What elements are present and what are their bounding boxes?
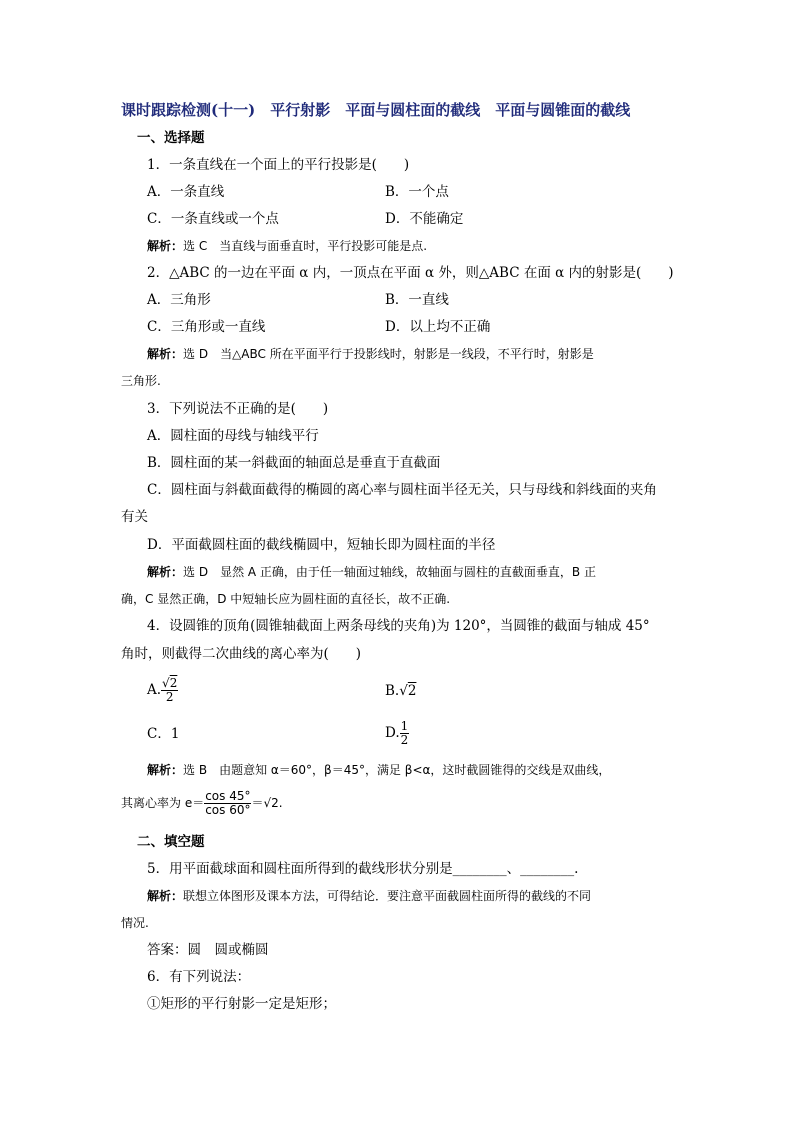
solution-text: 其离心率为 e＝ bbox=[121, 796, 205, 810]
question-3-option-b: B．圆柱面的某一斜截面的轴面总是垂直于直截面 bbox=[147, 455, 441, 471]
question-3-stem: 3．下列说法不正确的是( ) bbox=[147, 401, 329, 417]
solution-label: 解析： bbox=[147, 763, 184, 777]
option-label: D. bbox=[385, 725, 400, 741]
page-title: 课时跟踪检测(十一) 平行射影 平面与圆柱面的截线 平面与圆锥面的截线 bbox=[121, 101, 631, 119]
radicand: 2 bbox=[407, 683, 417, 699]
solution-label: 解析： bbox=[147, 239, 184, 253]
question-1-option-a: A．一条直线 bbox=[147, 184, 225, 200]
fraction-numerator: cos 45° bbox=[205, 789, 251, 803]
question-1-stem: 1．一条直线在一个面上的平行投影是( ) bbox=[147, 157, 410, 173]
question-4-stem: 4．设圆锥的顶角(圆锥轴截面上两条母线的夹角)为 120°，当圆锥的截面与轴成 45° bbox=[147, 618, 650, 634]
radicand: 2 bbox=[169, 676, 178, 690]
fraction bbox=[400, 720, 410, 747]
question-1-option-d: D．不能确定 bbox=[385, 211, 464, 227]
option-label: A. bbox=[147, 682, 162, 698]
solution-text: 联想立体图形及课本方法，可得结论．要注意平面截圆柱面所得的截线的不同 bbox=[183, 889, 592, 903]
question-2-option-b: B．一直线 bbox=[385, 292, 449, 308]
question-2-option-d: D．以上均不正确 bbox=[385, 319, 491, 335]
question-4-stem-cont: 角时，则截得二次曲线的离心率为( ) bbox=[121, 646, 362, 662]
question-3-option-d: D．平面截圆柱面的截线椭圆中，短轴长即为圆柱面的半径 bbox=[147, 537, 496, 553]
option-label: B. bbox=[385, 683, 400, 699]
fraction-denominator: 2 bbox=[165, 690, 174, 704]
fraction-denominator: cos 60° bbox=[205, 803, 251, 817]
question-2-stem: 2．△ABC 的一边在平面 α 内，一顶点在平面 α 外，则△ABC 在面 α 内的射影是( ) bbox=[147, 265, 674, 281]
section-heading-fill: 二、填空题 bbox=[137, 834, 205, 850]
question-5-solution-cont: 情况. bbox=[121, 916, 149, 930]
section-heading-choice: 一、选择题 bbox=[137, 130, 205, 146]
question-5-solution bbox=[147, 887, 591, 905]
solution-text: 选 D 当△ABC 所在平面平行于投影线时，射影是一线段，不平行时，射影是 bbox=[183, 347, 594, 361]
question-2-option-a: A．三角形 bbox=[147, 292, 211, 308]
fraction-numerator: 1 bbox=[400, 719, 409, 733]
fraction bbox=[204, 790, 251, 817]
question-4-option-b bbox=[385, 682, 416, 700]
question-6-stem: 6．有下列说法： bbox=[147, 969, 251, 985]
question-2-solution bbox=[147, 345, 594, 363]
question-4-option-c: C．1 bbox=[147, 726, 180, 742]
solution-label: 解析： bbox=[147, 565, 184, 579]
question-3-option-c-cont: 有关 bbox=[121, 509, 148, 525]
question-3-solution bbox=[147, 563, 596, 581]
question-3-option-c: C．圆柱面与斜截面截得的椭圆的离心率与圆柱面半径无关，只与母线和斜线面的夹角 bbox=[147, 482, 657, 498]
question-6-item-1: ①矩形的平行射影一定是矩形； bbox=[147, 996, 336, 1012]
question-1-option-b: B．一个点 bbox=[385, 184, 449, 200]
solution-label: 解析： bbox=[147, 889, 184, 903]
question-4-solution-cont bbox=[121, 786, 283, 820]
question-2-option-c: C．三角形或一直线 bbox=[147, 319, 266, 335]
question-4-option-d bbox=[385, 715, 409, 751]
question-4-option-a bbox=[147, 672, 178, 708]
solution-text: 选 C 当直线与面垂直时，平行投影可能是点. bbox=[183, 239, 428, 253]
question-5-answer: 答案：圆 圆或椭圆 bbox=[147, 942, 269, 958]
fraction-denominator: 2 bbox=[400, 733, 409, 747]
solution-text: 选 D 显然 A 正确，由于任一轴面过轴线，故轴面与圆柱的直截面垂直，B 正 bbox=[183, 565, 596, 579]
solution-text: 选 B 由题意知 α＝60°，β＝45°，满足 β<α，这时截圆锥得的交线是双曲线， bbox=[183, 763, 611, 777]
question-3-option-a: A．圆柱面的母线与轴线平行 bbox=[147, 428, 319, 444]
fraction-numerator: √2 bbox=[162, 676, 178, 690]
question-5-stem: 5．用平面截球面和圆柱面所得到的截线形状分别是________、________. bbox=[147, 861, 579, 877]
solution-text: ＝√2. bbox=[251, 796, 283, 810]
sqrt-symbol: √ bbox=[399, 683, 408, 699]
question-4-solution bbox=[147, 761, 610, 779]
solution-label: 解析： bbox=[147, 347, 184, 361]
question-3-solution-cont: 确，C 显然正确，D 中短轴长应为圆柱面的直径长，故不正确. bbox=[121, 592, 451, 606]
question-1-option-c: C．一条直线或一个点 bbox=[147, 211, 279, 227]
question-1-solution bbox=[147, 237, 427, 255]
fraction bbox=[161, 677, 178, 704]
question-2-solution-cont: 三角形. bbox=[121, 374, 161, 388]
